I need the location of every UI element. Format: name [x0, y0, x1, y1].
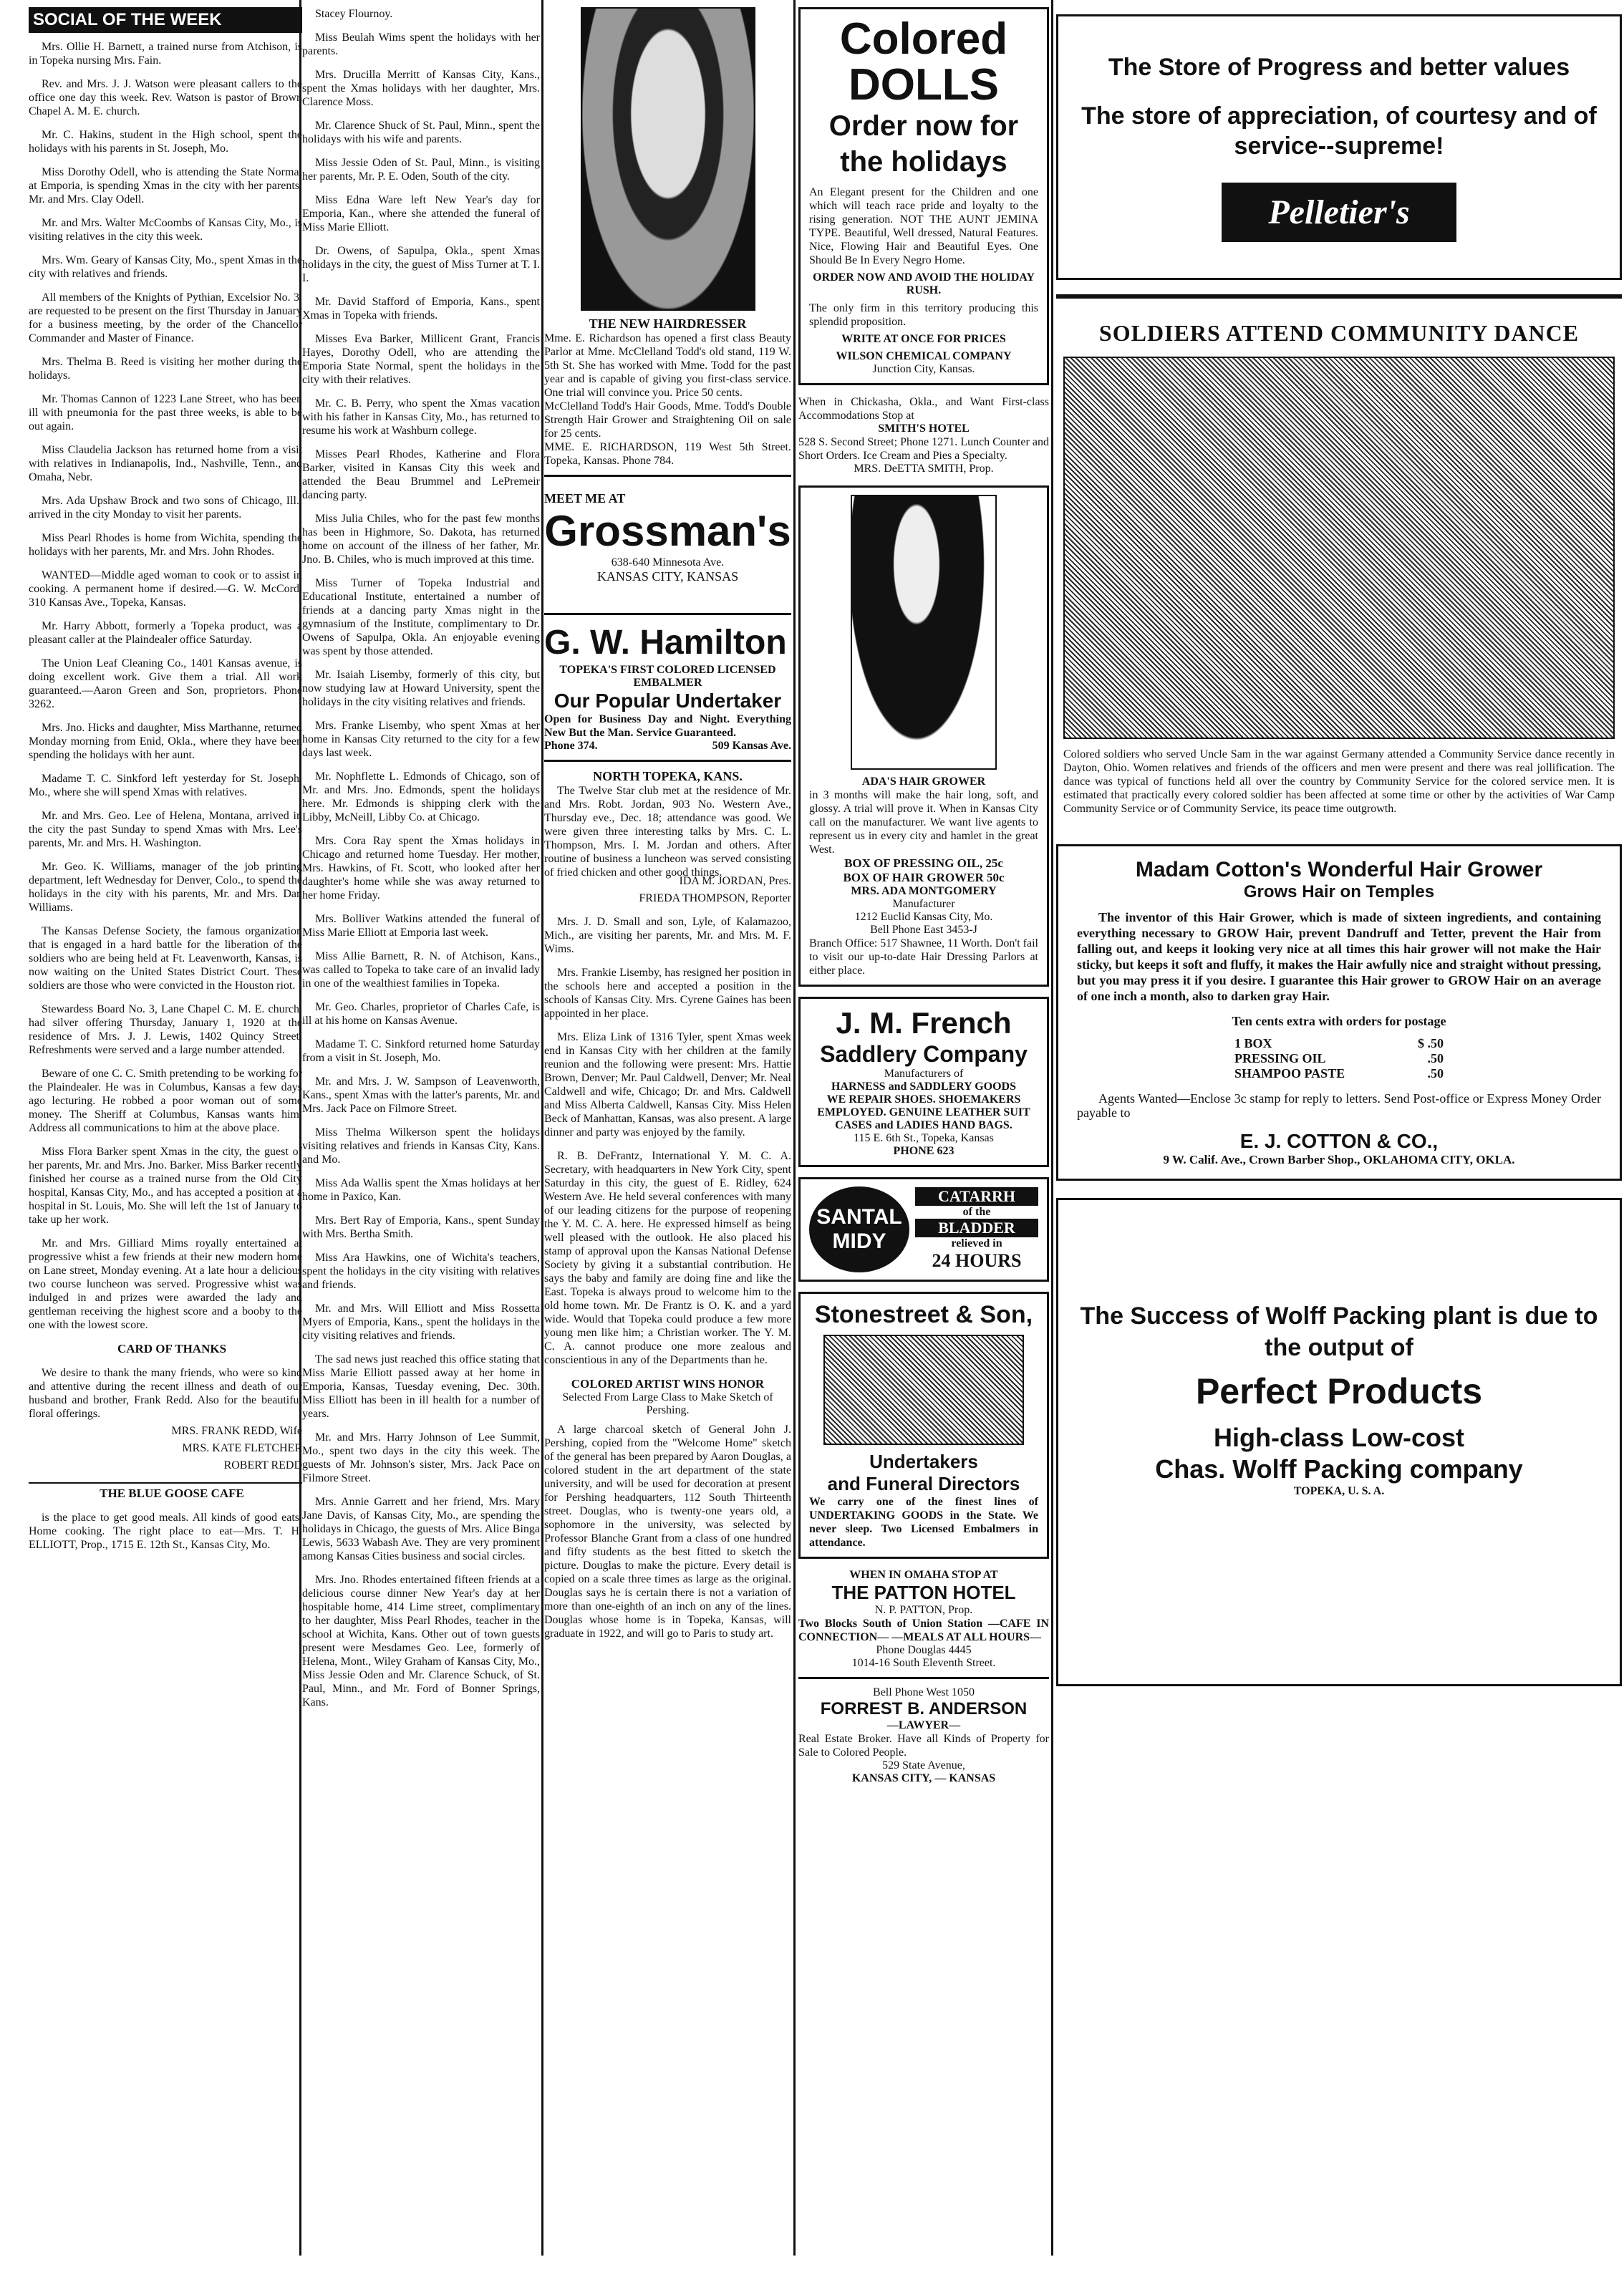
news-item: Miss Thelma Wilkerson spent the holidays visiting relatives and friends in Kansas City, Kans. and Mo. [302, 1126, 540, 1166]
santal-name-2: MIDY [832, 1229, 886, 1253]
price-value: .50 [1427, 1066, 1444, 1081]
price-item: SHAMPOO PASTE [1234, 1066, 1345, 1081]
news-item: Miss Edna Ware left New Year's day for Emporia, Kan., where she attended the funeral of Miss Marie Elliott. [302, 194, 540, 233]
dolls-company: WILSON CHEMICAL COMPANY [836, 350, 1012, 362]
news-item: Mrs. Bolliver Watkins attended the funeral of Miss Marie Elliott at Emporia last week. [302, 913, 540, 939]
card-signature: MRS. FRANK REDD, Wife [171, 1425, 302, 1437]
french-title-2: Saddlery Company [820, 1041, 1028, 1067]
cafe-title: THE BLUE GOOSE CAFE [29, 1482, 302, 1501]
artist-title: COLORED ARTIST WINS HONOR [571, 1377, 765, 1391]
column-social-news [29, 7, 302, 1562]
wolff-line-5: TOPEKA, U. S. A. [1293, 1485, 1385, 1497]
hotel-text: 528 S. Second Street; Phone 1271. Lunch Counter and Short Orders. Ice Cream and Pies a Specialty. [798, 436, 1049, 462]
news-item: Stewardess Board No. 3, Lane Chapel C. M. E. church, had silver offering Thursday, January 1, 1920 at the residence of Mrs. J. J. Lewis, 1402 Quincy Street. Refreshments were served and a large number attended. [29, 1003, 302, 1056]
news-item: Mrs. Ollie H. Barnett, a trained nurse from Atchison, is in Topeka nursing Mrs. Fain. [29, 41, 302, 67]
photo-caption-title: THE NEW HAIRDRESSER [589, 316, 747, 331]
price-item: PRESSING OIL [1234, 1051, 1326, 1065]
santal-midy-ad [798, 1177, 1049, 1282]
card-signature: MRS. KATE FLETCHER [182, 1442, 302, 1454]
dolls-title-2: DOLLS [848, 60, 1000, 110]
news-item: Miss Jessie Oden of St. Paul, Minn., is visiting her parents, Mr. P. E. Oden, South of the city. [302, 157, 540, 183]
cotton-subtitle: Grows Hair on Temples [1243, 882, 1435, 901]
ada-manufacturer: Manufacturer [892, 898, 955, 910]
santal-r1: CATARRH [915, 1187, 1038, 1206]
news-item: Dr. Owens, of Sapulpa, Okla., spent Xmas holidays in the city, the guest of Miss Turner at T. I. I. [302, 245, 540, 284]
news-item: Mrs. Cora Ray spent the Xmas holidays in Chicago and returned home Tuesday. Her mother, Mrs. Hawkins, of Ft. Scott, who looked after her daughter's home while she was away returned to her home Friday. [302, 835, 540, 901]
section-header: SOCIAL OF THE WEEK [29, 7, 302, 33]
stonestreet-ad [798, 1292, 1049, 1559]
north-topeka-title: NORTH TOPEKA, KANS. [593, 769, 743, 783]
news-item: Beware of one C. C. Smith pretending to be working for the Plaindealer. He was in Columbus, Kansas a few days ago lecturing. He robbed a poor woman out of some money. The Sheriff at Columbus, Kansas wants him. Address all communications to him at the above place. [29, 1068, 302, 1134]
news-item [29, 40, 302, 1332]
news-item: Mr. Geo. K. Williams, manager of the job printing department, left Wednesday for Denver, Colo., to spend the holidays in the city with his parents, Mr. and Mrs. Dan Williams. [29, 861, 302, 914]
omaha-phone: Phone Douglas 4445 [876, 1644, 972, 1656]
anderson-ad [798, 1686, 1049, 1785]
soldiers-photo [1063, 357, 1615, 739]
news-item: Miss Dorothy Odell, who is attending the State Normal at Emporia, is spending Xmas in the city with her parents, Mr. and Mrs. Clay Odell. [29, 166, 302, 206]
forrest-phone: Bell Phone West 1050 [873, 1686, 975, 1698]
hamilton-phone: Phone 374. [544, 740, 598, 752]
north-topeka-signature [544, 875, 791, 905]
cotton-text: The inventor of this Hair Grower, which is made of sixteen ingredients, and containing everything necessary to GROW Hair, prevent Dandruff and Tetter, prevent the Hair from falling out, and keeps it looking very nice at all times this hair grower will not make the Hair sticky, but keeps it soft and fluffy, it makes the Hair awfully nice and straight without pressing, but you may press it if you desire. I guarantee this Hair grower to GROW Hair on an average of one inch a month, also to darken gray Hair. [1077, 910, 1601, 1003]
news-item: Mr. Isaiah Lisemby, formerly of this city, but now studying law at Howard University, spent the holidays in the city visiting relatives and friends. [302, 669, 540, 708]
french-line-1: HARNESS and SADDLERY GOODS [831, 1081, 1017, 1093]
ada-name: MRS. ADA MONTGOMERY [851, 885, 997, 897]
french-address: 115 E. 6th St., Topeka, Kansas [854, 1132, 994, 1144]
grossman-city: KANSAS CITY, KANSAS [596, 569, 739, 584]
news-item: Miss Julia Chiles, who for the past few months has been in Highmore, So. Dakota, has returned home on account of the illness of her father, Mr. Jno. B. Chiles, who is much improved at this time. [302, 513, 540, 566]
news-item: Misses Eva Barker, Millicent Grant, Francis Hayes, Dorothy Odell, who are attending the Emporia State Normal, spent the holidays in the city with their relatives. [302, 333, 540, 386]
price-value: .50 [1427, 1051, 1444, 1065]
news-item: Mr. and Mrs. Will Elliott and Miss Rossetta Myers of Emporia, Kans., spent the holidays in the city visiting relatives and friends. [302, 1302, 540, 1342]
news-item: The Union Leaf Cleaning Co., 1401 Kansas avenue, is doing excellent work. Give them a trial. All work guaranteed.—Aaron Green and Son, proprietors. Phone 3262. [29, 657, 302, 710]
dolls-write: WRITE AT ONCE FOR PRICES [841, 333, 1006, 345]
hairdresser-photo [581, 7, 755, 311]
news-item: Mr. Clarence Shuck of St. Paul, Minn., spent the holidays with his wife and parents. [302, 120, 540, 145]
hotel-proprietor: MRS. DeETTA SMITH, Prop. [854, 463, 994, 475]
french-phone: PHONE 623 [893, 1145, 954, 1157]
stone-title: Stonestreet & Son, [814, 1301, 1033, 1328]
news-item: Miss Ara Hawkins, one of Wichita's teachers, spent the holidays in the city visiting with relatives and friends. [302, 1252, 540, 1291]
ada-portrait [851, 495, 997, 770]
wolff-packing-ad [1056, 1198, 1622, 1686]
hamilton-title: G. W. Hamilton [544, 624, 787, 662]
cotton-address: 9 W. Calif. Ave., Crown Barber Shop., OKLAHOMA CITY, OKLA. [1163, 1153, 1515, 1166]
ada-branch: Branch Office: 517 Shawnee, 11 Worth. Don't fail to visit our up-to-date Hair Dressing Parlors at either place. [809, 937, 1038, 977]
news-item: Mr. Geo. Charles, proprietor of Charles Cafe, is ill at his home on Kansas Avenue. [302, 1001, 540, 1027]
news-item: Rev. and Mrs. J. J. Watson were pleasant callers to the office one day this week. Rev. Watson is pastor of Brown Chapel A. M. E. church. [29, 78, 302, 117]
news-item: Misses Pearl Rhodes, Katherine and Flora Barker, visited in Kansas City this week and attended the Beau Brummel and LePremeir dancing party. [302, 448, 540, 501]
news-item: Mrs. Jno. Rhodes entertained fifteen friends at a delicious course dinner New Year's day at her hospitable home, 414 Lime street, complimentary to her daughter, Miss Pearl Rhodes, teacher in the school at Wichita, Kans. Other out of town guests present were Mesdames Geo. Lee, formerly of Helena, Mont., Wiley Graham of Kansas City, Mo., Miss Jessie Oden and Mr. Clarence Schuck, of St. Paul, Minn., and Mr. Ford of Bonner Springs, Kans. [302, 1574, 540, 1708]
wolff-line-4: Chas. Wolff Packing company [1155, 1454, 1523, 1484]
news-item: R. B. DeFrantz, International Y. M. C. A. Secretary, with headquarters in New York City, spent Saturday in this city, the guest of E. Ridley, 624 Western Ave. He held several conferences with many of our leading citizens for the purpose of reopening the Y. M. C. A. here. He expressed himself as being well pleased with the outlook. He also placed his stamp of approval upon the Kansas National Defense Society by giving it a substantial contribution. He says the baby and family are doing fine and like the East. Topeka is always proud to welcome him to the old home town. Mr. De Frantz is O. K. and a yard wide. Would that Topeka could produce a few more young men like him; a Christian worker. The Y. M. C. A. cannot produce one more zealous and conscientious in any of the Departments than he. [544, 1150, 791, 1366]
omaha-name: THE PATTON HOTEL [831, 1582, 1016, 1603]
pelletiers-line-2: The store of appreciation, of courtesy and of service--supreme! [1081, 102, 1597, 160]
grossman-address: 638-640 Minnesota Ave. [611, 556, 725, 569]
cotton-hair-ad [1056, 844, 1622, 1181]
news-item: Mrs. Ada Upshaw Brock and two sons of Chicago, Ill., arrived in the city Monday to visit her parents. [29, 495, 302, 521]
artist-subtitle: Selected From Large Class to Make Sketch of Pershing. [562, 1391, 773, 1416]
news-item: Mrs. Thelma B. Reed is visiting her mother during the holidays. [29, 356, 302, 382]
news-item: Mrs. Frankie Lisemby, has resigned her position in the schools here and accepted a position in the schools of Kansas City. Mrs. Cyrene Gaines has been appointed in her place. [544, 967, 791, 1020]
forrest-title: —LAWYER— [886, 1719, 961, 1731]
santal-r2: of the [962, 1206, 991, 1218]
news-item: The sad news just reached this office stating that Miss Marie Elliott passed away at her home in Emporia, Kansas, Tuesday evening, Dec. 30th. Miss Elliott has been in ill health for a number of years. [302, 1353, 540, 1420]
wolff-line-1: The Success of Wolff Packing plant is due to the output of [1080, 1302, 1598, 1361]
news-item: Mrs. Wm. Geary of Kansas City, Mo., spent Xmas in the city with relatives and friends. [29, 254, 302, 280]
santal-r3: BLADDER [915, 1219, 1038, 1237]
news-item: Mr. David Stafford of Emporia, Kans., spent Xmas in Topeka with friends. [302, 296, 540, 322]
price-row [1232, 1066, 1446, 1081]
price-list [1232, 1036, 1446, 1081]
pelletiers-ad [1056, 14, 1622, 280]
north-topeka-text: The Twelve Star club met at the residence of Mr. and Mrs. Robt. Jordan, 903 No. Western Ave., Thursday eve., Dec. 18; attendance was good. We were given three interesting talks by Mrs. C. L. Thompson, Mrs. I. M. Jordan and others. After routine of business a luncheon was served consisting of fried chicken and other good things. [544, 785, 791, 879]
forrest-text: Real Estate Broker. Have all Kinds of Property for Sale to Colored People. [798, 1733, 1049, 1759]
santal-remedy [915, 1187, 1038, 1272]
news-item: WANTED—Middle aged woman to cook or to assist in cooking. A permanent home if desired.—G. W. McCord, 310 Kansas Ave., Topeka, Kansas. [29, 569, 302, 609]
news-item: Mr. Nophflette L. Edmonds of Chicago, son of Mr. and Mrs. Jno. Edmonds, spent the holidays here. Mr. Edmonds is shipping clerk with the Libby, McNeill, Libby Co. at Chicago. [302, 770, 540, 823]
news-item: Mrs. Annie Garrett and her friend, Mrs. Mary Jane Davis, of Kansas City, Mo., are spending the holidays in Chicago, the guests of Mrs. Alice Binga Lewis, 5633 Wabash Ave. They are very prominent among Kansas Cities business and social circles. [302, 1496, 540, 1562]
news-item: Miss Claudelia Jackson has returned home from a visit with relatives in Indianapolis, Ind., Nashville, Tenn., and Omaha, Nebr. [29, 444, 302, 483]
forrest-address: 529 State Avenue, [882, 1759, 965, 1771]
hamilton-footer [544, 740, 791, 753]
news-item: Madame T. C. Sinkford left yesterday for St. Joseph, Mo., where she will spend Xmas with relatives. [29, 773, 302, 798]
news-item: Mr. C. Hakins, student in the High school, spent the holidays with his parents in St. Joseph, Mo. [29, 129, 302, 155]
hearse-illustration [823, 1335, 1024, 1445]
forrest-name: FORREST B. ANDERSON [820, 1699, 1028, 1718]
smith-hotel-ad [798, 395, 1049, 475]
news-item: Mr. C. B. Perry, who spent the Xmas vacation with his father in Kansas City, Mo., has returned to resume his work at Washburn college. [302, 397, 540, 437]
stone-text: We carry one of the finest lines of UNDERTAKING GOODS in the State. We never sleep. Two Licensed Embalmers in attendance. [809, 1496, 1038, 1549]
column-ads-news [544, 7, 791, 1650]
divider [798, 1677, 1049, 1679]
santal-r5: 24 HOURS [932, 1250, 1022, 1271]
soldiers-caption: Colored soldiers who served Uncle Sam in the war against Germany attended a Community Service dance recently in Dayton, Ohio. Women relatives and friends of the officers and men were present and there was real jollification. The dance was typical of functions held all over the country by Community Service for the colored service men. It is estimated that practically every colored soldier has been affected at some time or other by the activities of War Camp Community Service or of Community Service, its peace time outgrowth. [1063, 748, 1615, 815]
dolls-rush: ORDER NOW AND AVOID THE HOLIDAY RUSH. [813, 271, 1035, 296]
grossman-title: Grossman's [544, 507, 791, 555]
news-item: All members of the Knights of Pythian, Excelsior No. 3, are requested to be present on the first Thursday in January for a business meeting, by the order of the Chancellor Commander and Master of Finance. [29, 291, 302, 344]
ada-text: in 3 months will make the hair long, soft, and glossy. A trial will prove it. When in Kansas City call on the manufacturer. We want live agents to represent us in every city and hamlet in the great West. [809, 789, 1038, 856]
news-item: Mr. and Mrs. J. W. Sampson of Leavenworth, Kans., spent Xmas with the latter's parents, Mr. and Mrs. Jack Pace on Filmore Street. [302, 1075, 540, 1115]
wolff-line-2: Perfect Products [1195, 1371, 1483, 1411]
column-rule [793, 0, 796, 2256]
dolls-only: The only firm in this territory producing this splendid proposition. [809, 302, 1038, 328]
news-item: Miss Turner of Topeka Industrial and Educational Institute, entertained a number of friends at a dancing party Xmas night in the gymnasium of the Institute, complimentary to Dr. Owens of Sapulpa, Okla. An enjoyable evening was spent by those attended. [302, 577, 540, 657]
dolls-city: Junction City, Kansas. [872, 363, 975, 375]
news-item: Miss Ada Wallis spent the Xmas holidays at her home in Paxico, Kan. [302, 1177, 540, 1203]
pelletiers-logo: Pelletier's [1222, 183, 1456, 242]
news-item: Miss Pearl Rhodes is home from Wichita, spending the holidays with her parents, Mr. and Mrs. John Rhodes. [29, 532, 302, 558]
hamilton-subtitle: TOPEKA'S FIRST COLORED LICENSED EMBALMER [559, 664, 776, 689]
column-display-ads [1056, 7, 1622, 1696]
soldiers-title: SOLDIERS ATTEND COMMUNITY DANCE [1098, 320, 1580, 346]
photo-caption-2: McClelland Todd's Hair Goods, Mme. Todd's Double Strength Hair Grower and Straightening Oil on sale for 25 cents. [544, 400, 791, 440]
card-title: CARD OF THANKS [117, 1342, 227, 1355]
cotton-title: Madam Cotton's Wonderful Hair Grower [1135, 858, 1543, 881]
divider [1056, 294, 1622, 299]
dolls-order: Order now for the holidays [828, 110, 1019, 178]
french-saddlery-ad [798, 997, 1049, 1167]
hamilton-tagline: Our Popular Undertaker [554, 690, 782, 712]
cotton-agents: Agents Wanted—Enclose 3c stamp for reply to letters. Send Post-office or Express Money Order payable to [1077, 1091, 1601, 1120]
cafe-text: is the place to get good meals. All kinds of good eats. Home cooking. The right place to eat—Mrs. T. H. ELLIOTT, Prop., 1715 E. 12th St., Kansas City, Mo. [29, 1512, 302, 1551]
card-text: We desire to thank the many friends, who were so kind and attentive during the recent illness and death of our husband and brother, Frank Redd. Also for the beautiful floral offerings. [29, 1367, 302, 1420]
french-title-1: J. M. French [836, 1006, 1012, 1040]
news-item: Mr. and Mrs. Walter McCoombs of Kansas City, Mo., is visiting relatives in the city this week. [29, 217, 302, 243]
news-item: Mrs. Bert Ray of Emporia, Kans., spent Sunday with Mrs. Bertha Smith. [302, 1214, 540, 1240]
artist-text: A large charcoal sketch of General John J. Pershing, copied from the "Welcome Home" sketch of the general has been prepared by Aaron Douglas, a colored student in the art department of the state university, and will be used for decoration at present for Pershing headquarters, 112 South Thirteenth street. Douglas, who is twenty-one years old, a sophomore in the university, was selected by Professor Blanche Grant from a class of one hundred and fifty students as the best fitted to sketch the picture. Douglas to make the picture. Every detail is copied on a scale three times as large as the original. Douglas says he is certain there is not a variation of more than one-eighth of an inch on any of the lines. Douglas whose home is in Topeka, Kansas, will graduate in 1922, and will go to Paris to study art. [544, 1423, 791, 1640]
news-item: Miss Beulah Wims spent the holidays with her parents. [302, 32, 540, 57]
ada-box-2: BOX OF HAIR GROWER 50c [843, 871, 1005, 884]
column-personals [302, 7, 540, 1719]
news-item: Madame T. C. Sinkford returned home Saturday from a visit in St. Joseph, Mo. [302, 1038, 540, 1064]
dolls-text: An Elegant present for the Children and one which will teach race pride and loyalty to the rising generation. NOT THE AUNT JEMINA TYPE. Beautiful, Well dressed, Natural Features. Nice, Flowing Hair and Beautiful Eyes. One Should Be In Every Negro Home. [809, 186, 1038, 266]
divider [544, 475, 791, 477]
ada-phone: Bell Phone East 3453-J [870, 924, 977, 936]
news-item: Mrs. Franke Lisemby, who spent Xmas at her home in Kansas City returned to the city for a few days last week. [302, 720, 540, 759]
omaha-address: 1014-16 South Eleventh Street. [851, 1657, 996, 1669]
photo-caption: Mme. E. Richardson has opened a first class Beauty Parlor at Mme. McClelland Todd's old stand, 119 W. 5th St. She has worked with Mme. Todd for the past year and is capable of giving you first-class service. One trial will convince you. Price 50 cents. [544, 332, 791, 399]
price-value: $ .50 [1418, 1036, 1444, 1050]
forrest-city: KANSAS CITY, — KANSAS [851, 1772, 996, 1784]
card-signature [29, 1425, 302, 1472]
column-rule [541, 0, 543, 2256]
grossman-meet: MEET ME AT [544, 491, 626, 506]
news-item: Mr. and Mrs. Gilliard Mims royally entertained at progressive whist a few friends at their new modern home on Lane street, Monday evening. At a late hour a delicious two course luncheon was served. Progressive whist was indulged in and prizes were awarded the lady and gentleman receiving the highest score and a booby to the one with the lowest score. [29, 1237, 302, 1331]
divider [544, 613, 791, 615]
french-line-2: WE REPAIR SHOES. SHOEMAKERS EMPLOYED. GENUINE LEATHER SUIT CASES and LADIES HAND BAGS. [817, 1093, 1030, 1131]
hotel-name: SMITH'S HOTEL [878, 422, 970, 435]
north-topeka-signature: IDA M. JORDAN, Pres. [679, 875, 791, 887]
price-row [1232, 1036, 1446, 1051]
cotton-company: E. J. COTTON & CO., [1239, 1130, 1439, 1152]
divider [544, 760, 791, 762]
ada-hair-grower-ad [798, 485, 1049, 987]
column-rule [1051, 0, 1053, 2256]
santal-logo [809, 1186, 909, 1272]
news-item: Mrs. Eliza Link of 1316 Tyler, spent Xmas week end in Kansas City with her children at the family reunion and the following were present: Mrs. Hattie Brown, Denver; Mr. Paul Caldwell, Denver; Mr. Neal Caldwell and wife, Chicago; Dr. and Mrs. Caldwell and Miss Alberta Caldwell, Kansas City. Miss Helen Beck of Manhattan, Kansas, was also present. A large dinner and party was enjoyed by the family. [544, 1031, 791, 1139]
hotel-intro: When in Chickasha, Okla., and Want First-class Accommodations Stop at [798, 396, 1049, 422]
stone-sub-2: and Funeral Directors [827, 1473, 1020, 1494]
news-item: Mrs. Drucilla Merritt of Kansas City, Kans., spent the Xmas holidays with her daughter, Mrs. Clarence Moss. [302, 69, 540, 108]
news-item: Mr. and Mrs. Geo. Lee of Helena, Montana, arrived in the city the past Sunday to spend Xmas with Mrs. Lee's parents, Mr. and Mrs. H. Washington. [29, 810, 302, 849]
hamilton-text: Open for Business Day and Night. Everything New But the Man. Service Guaranteed. [544, 713, 791, 739]
news-item: Miss Flora Barker spent Xmas in the city, the guest of her parents, Mr. and Mrs. Jno. Barker. Miss Barker recently finished her course as a trained nurse from the Old City hospital, Kansas City, Mo., and has accepted a position at a hospital in St. Louis, Mo. She will left the 1st of January to take up her work. [29, 1146, 302, 1226]
hamilton-address: 509 Kansas Ave. [712, 740, 791, 752]
ada-address: 1212 Euclid Kansas City, Mo. [854, 911, 993, 923]
santal-r4: relieved in [951, 1237, 1002, 1249]
ada-box-1: BOX OF PRESSING OIL, 25c [844, 856, 1003, 870]
news-item: Stacey Flournoy. [315, 8, 393, 20]
patton-hotel-ad [798, 1569, 1049, 1670]
news-item [544, 915, 791, 1367]
wolff-line-3: High-class Low-cost [1213, 1423, 1465, 1452]
news-item [302, 7, 540, 1709]
cotton-extra: Ten cents extra with orders for postage [1232, 1014, 1446, 1028]
news-item: Mr. Thomas Cannon of 1223 Lane Street, who has been ill with pneumonia for the past three weeks, is able to be out again. [29, 393, 302, 432]
north-topeka-signature: FRIEDA THOMPSON, Reporter [639, 892, 791, 904]
column-advertisements [798, 7, 1049, 1785]
price-row [1232, 1051, 1446, 1066]
news-item: The Kansas Defense Society, the famous organization that is engaged in a hard battle for the liberation of the soldiers who are being held at Ft. Leavenworth, Kansas, is now waiting on the United States District Court. These soldiers are those who were convicted in the Houston riot. [29, 925, 302, 992]
price-item: 1 BOX [1234, 1036, 1272, 1050]
news-item: Miss Allie Barnett, R. N. of Atchison, Kans., was called to Topeka to take care of an invalid lady in one of the wealthiest families in Topeka. [302, 950, 540, 990]
pelletiers-line-1: The Store of Progress and better values [1108, 54, 1570, 81]
dolls-title-1: Colored [839, 14, 1008, 64]
dolls-ad [798, 7, 1049, 385]
news-item: Mr. and Mrs. Harry Johnson of Lee Summit, Mo., spent two days in the city this week. The guests of Mr. Johnson's sister, Mrs. Jack Pace on Filmore Street. [302, 1431, 540, 1484]
news-item: Mrs. J. D. Small and son, Lyle, of Kalamazoo, Mich., are visiting her parents, Mr. and Mrs. M. F. Wims. [544, 916, 791, 955]
news-item: Mrs. Jno. Hicks and daughter, Miss Marthanne, returned Monday morning from Enid, Okla., where they have been spending the holidays with her aunt. [29, 722, 302, 761]
french-manufacturers: Manufacturers of [884, 1068, 964, 1080]
ada-title: ADA'S HAIR GROWER [861, 775, 986, 788]
card-signature: ROBERT REDD [223, 1459, 302, 1471]
omaha-text: Two Blocks South of Union Station —CAFE IN CONNECTION— —MEALS AT ALL HOURS— [798, 1618, 1049, 1643]
omaha-proprietor: N. P. PATTON, Prop. [874, 1604, 973, 1616]
stone-sub-1: Undertakers [869, 1451, 978, 1472]
omaha-intro: WHEN IN OMAHA STOP AT [849, 1569, 998, 1581]
santal-name-1: SANTAL [816, 1205, 902, 1229]
news-item: Mr. Harry Abbott, formerly a Topeka product, was a pleasant caller at the Plaindealer office Saturday. [29, 620, 302, 646]
photo-caption-3: MME. E. RICHARDSON, 119 West 5th Street. Topeka, Kansas. Phone 784. [544, 441, 791, 467]
